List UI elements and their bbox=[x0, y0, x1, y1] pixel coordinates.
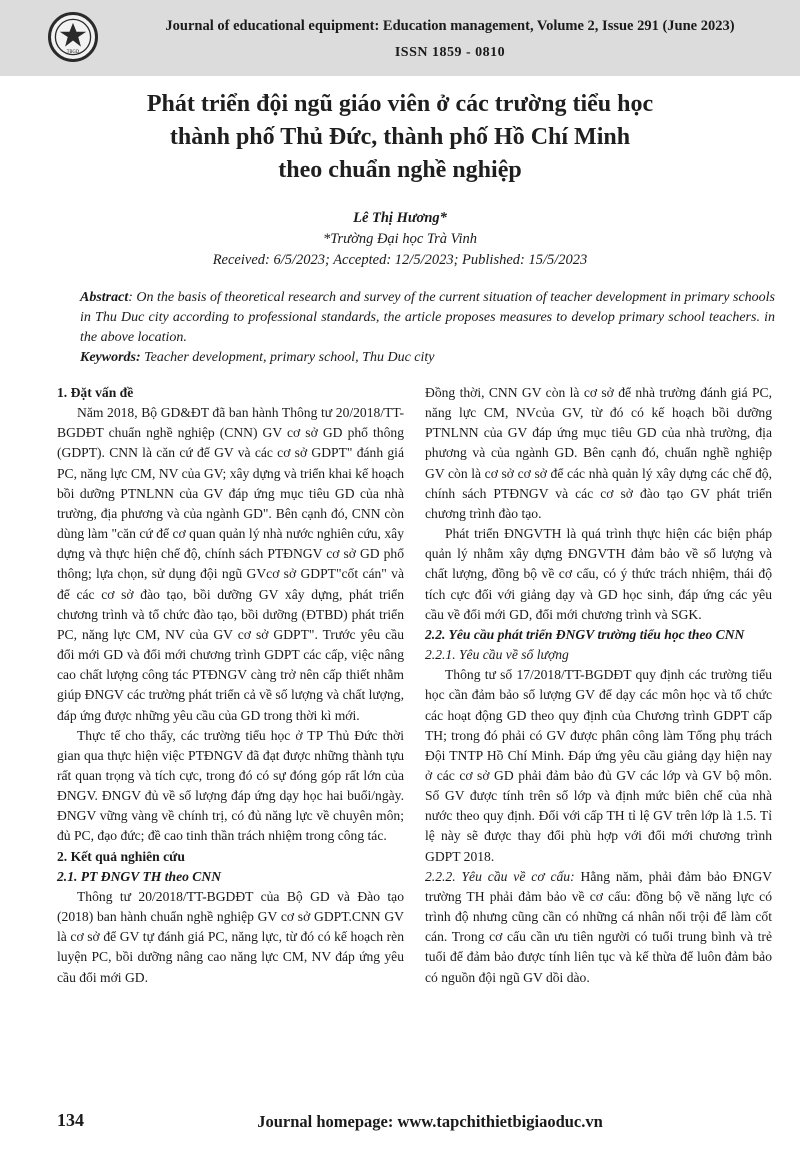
subsection-heading-2-1: 2.1. PT ĐNGV TH theo CNN bbox=[57, 868, 222, 884]
title-line-2: thành phố Thủ Đức, thành phố Hồ Chí Minh bbox=[169, 124, 631, 150]
logo-graphic bbox=[51, 15, 95, 59]
abstract bbox=[80, 288, 775, 348]
subsection-heading-2-2-2: 2.2.2. Yêu cầu về cơ cấu: bbox=[425, 868, 575, 884]
author-affiliation: *Trường Đại học Trà Vinh bbox=[323, 231, 477, 247]
paragraph: Phát triển ĐNGVTH là quá trình thực hiện các biện pháp quản lý nhằm xây dựng ĐNGVTH đảm bảo về số lượng và chất lượng, đồng bộ về cơ cấu, có ý thức trách nhiệm, thái độ tích cực đối với giảng dạy và GD học sinh, đáp ứng các yêu cầu về đổi mới GD, đổi mới chương trình và SGK. bbox=[425, 526, 772, 622]
section-heading-2: 2. Kết quả nghiên cứu bbox=[57, 848, 185, 864]
subsection-heading-2-2: 2.2. Yêu cầu phát triển ĐNGV trường tiểu học theo CNN bbox=[425, 626, 745, 642]
paragraph: Thực tế cho thấy, các trường tiểu học ở TP Thủ Đức thời gian qua thực hiện việc PTĐNGV đã đạt được những thành tựu rất quan trọng và tích cực, trong đó có sự đóng góp rất lớn của ĐNGV. ĐNGV đủ về số lượng đáp ứng dạy học hai buổi/ngày. ĐNGV vững vàng về chính trị, có đủ năng lực về chuyên môn; đủ PC, đạo đức; đề cao tinh thần trách nhiệm trong công tác. bbox=[57, 727, 404, 844]
title-line-1: Phát triển đội ngũ giáo viên ở các trường tiểu học bbox=[146, 91, 654, 117]
author-block bbox=[60, 208, 740, 271]
paragraph: Thông tư 20/2018/TT-BGDĐT của Bộ GD và Đào tạo (2018) ban hành chuẩn nghề nghiệp GV cơ sở GDPT.CNN GV là cơ sở để GV tự đánh giá PC, năng lực, từ đó có kế hoạch rèn luyện PC, bồi dưỡng nâng cao năng lực CM, NV đáp ứng yêu cầu đổi mới GD. bbox=[57, 888, 404, 985]
article-title bbox=[60, 88, 740, 187]
right-column bbox=[425, 383, 772, 988]
keywords-text: Teacher development, primary school, Thu Duc city bbox=[140, 350, 435, 365]
subsection-heading-2-2-1: 2.2.1. Yêu cầu về số lượng bbox=[425, 647, 569, 663]
paragraph: Năm 2018, Bộ GD&ĐT đã ban hành Thông tư 20/2018/TT-BGDĐT chuẩn nghề nghiệp (CNN) GV cơ sở GD phổ thông (GDPT). CNN là căn cứ để GV và các cơ sở GDPT" đánh giá PC, năng lực CM, NV của GV; xây dựng và triển khai kế hoạch bồi dưỡng PTNLNN của GV đáp ứng mục tiêu GD của nhà trường, địa phương và của ngành GD". Bên cạnh đó, CNN còn dùng làm "căn cứ để cơ quan quản lý nhà nước nghiên cứu, xây dựng và thực hiện chế độ, chính sách PTĐNGV cơ sở GD phổ thông; lựa chọn, sử dụng đội ngũ GVcơ sở GDPT"cốt cán" và để các cơ sở đào tạo, bồi dưỡng GV xây dựng, phát triển chương trình và tổ chức đào tạo, bồi dưỡng (ĐTBD) phát triển PC, năng lực CM, NV của GV cơ sở GDPT". Trước yêu cầu đổi mới GD và đổi mới chương trình GDPT các cấp, việc nâng cao chất lượng công tác PTĐNGV càng trở nên cấp thiết nhằm giúp ĐNGV các trường phát triển cả về số lượng và chất lượng, đáp ứng được những yêu cầu của GD trong thời kì mới. bbox=[57, 405, 404, 723]
paragraph bbox=[425, 867, 772, 988]
left-column bbox=[57, 383, 404, 988]
journal-logo-icon bbox=[48, 12, 98, 62]
paragraph: Thông tư số 17/2018/TT-BGDĐT quy định các trường tiểu học cần đảm bảo số lượng GV để dạy các môn học và tổ chức các hoạt động GD theo quy định của Chương trình GDPT cấp TH; trong đó phải có GV được phân công làm Tổng phụ trách Đội TNTP Hồ Chí Minh. Đáp ứng yêu cầu giảng dạy hiện nay ở các cơ sở GD phải đảm bảo đủ GV các lớp và GV bộ môn. Số GV được tính trên số lớp và định mức biên chế của nhà nước theo quy định. Đối với cấp TH tỉ lệ GV trên lớp là 1.5. Tỉ lệ này sẽ được thay đổi phù hợp với đổi mới chương trình GDPT 2018. bbox=[425, 667, 772, 864]
paragraph: Đồng thời, CNN GV còn là cơ sở để nhà trường đánh giá PC, năng lực CM, NVcủa GV, từ đó có kế hoạch bồi dưỡng PTNLNN của GV đáp ứng mục tiêu GD của nhà trường, địa phương và của ngành GD. Bên cạnh đó, chuẩn nghề nghiệp GV còn là cơ sở cơ sở để các nhà quản lý xây dựng các chế độ, chính sách PTĐNGV và các cơ sở đào tạo GV phát triển chương trình đào tạo. bbox=[425, 385, 772, 521]
title-line-3: theo chuẩn nghề nghiệp bbox=[278, 157, 522, 183]
issn-line: ISSN 1859 - 0810 bbox=[394, 45, 506, 60]
journal-homepage: Journal homepage: www.tapchithietbigiaoduc.vn bbox=[257, 1112, 603, 1131]
keywords bbox=[80, 348, 775, 368]
abstract-text: : On the basis of theoretical research and survey of the current situation of teacher development in primary schools in Thu Duc city according to professional standards, the article proposes measures to develop primary school teachers. in the above location. bbox=[80, 290, 775, 345]
journal-citation-line: Journal of educational equipment: Education management, Volume 2, Issue 291 (June 2023) bbox=[165, 18, 735, 34]
page-number: 134 bbox=[57, 1110, 84, 1130]
journal-header-band bbox=[0, 0, 800, 76]
article-dates: Received: 6/5/2023; Accepted: 12/5/2023; Published: 15/5/2023 bbox=[212, 252, 588, 268]
svg-text:TBGD: TBGD bbox=[66, 49, 80, 55]
keywords-label: Keywords: bbox=[80, 350, 141, 365]
abstract-label: Abstract bbox=[80, 290, 129, 305]
paragraph-text: Hằng năm, phải đảm bảo ĐNGV trường TH phải đảm bảo về cơ cấu: đồng bộ về năng lực có trình độ nhưng cũng cần có những cá nhân nổi trội để làm cốt cán. Trong cơ cấu cần ưu tiên người có tuổi trung bình và trẻ tuổi để đảm bảo được tính liên tục và kế thừa để luôn đảm bảo có nguồn đội ngũ GV dồi dào. bbox=[425, 868, 773, 985]
section-heading-1: 1. Đặt vấn đề bbox=[57, 385, 134, 400]
author-name: Lê Thị Hương* bbox=[353, 210, 447, 226]
